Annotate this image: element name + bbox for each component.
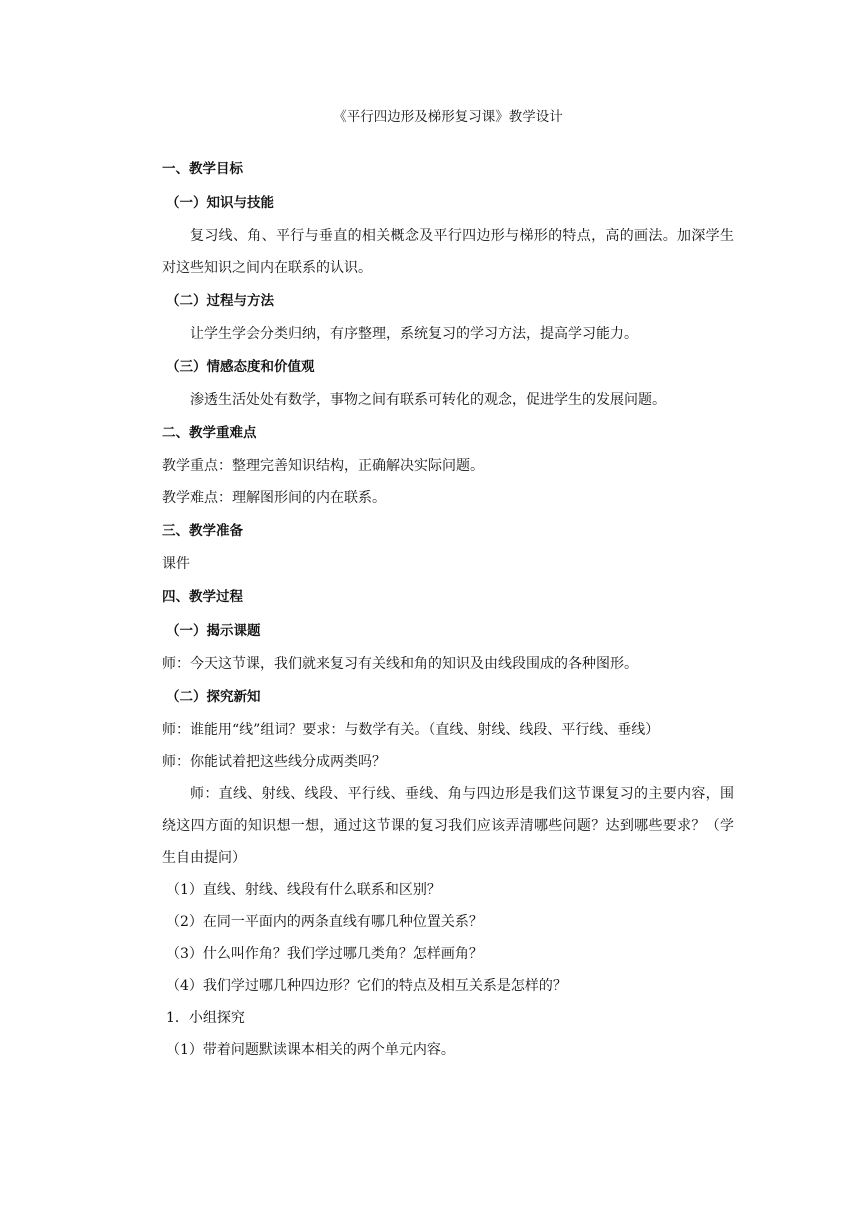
subsection-heading-process: （二）过程与方法 — [166, 293, 274, 309]
list-item-group-explore: 1．小组探究 — [166, 1010, 245, 1026]
paragraph-teacher-question-3: 师：直线、射线、线段、平行线、垂线、角与四边形是我们这节课复习的主要内容，围绕这四方面的知识想一想，通过这节课的复习我们应该弄清哪些问题？达到哪些要求？（学生自由提问） — [162, 786, 734, 866]
paragraph-teacher-question-1: 师：谁能用“线”组词？要求：与数学有关。（直线、射线、线段、平行线、垂线） — [162, 722, 660, 738]
list-item-question-3: （3）什么叫作角？我们学过哪几类角？怎样画角？ — [166, 946, 483, 962]
paragraph-process: 让学生学会分类归纳，有序整理，系统复习的学习方法，提高学习能力。 — [190, 326, 638, 342]
section-heading-key-points: 二、教学重难点 — [162, 425, 257, 441]
section-heading-process: 四、教学过程 — [162, 589, 243, 605]
paragraph-key-point: 教学重点：整理完善知识结构，正确解决实际问题。 — [162, 458, 484, 474]
list-item-question-2: （2）在同一平面内的两条直线有哪几种位置关系？ — [166, 914, 483, 930]
paragraph-teacher-intro: 师：今天这节课，我们就来复习有关线和角的知识及由线段围成的各种图形。 — [162, 656, 638, 672]
paragraph-teacher-question-2: 师：你能试着把这些线分成两类吗？ — [162, 754, 386, 770]
list-item-read-textbook: （1）带着问题默读课本相关的两个单元内容。 — [166, 1042, 455, 1058]
paragraph-difficult-point: 教学难点：理解图形间的内在联系。 — [162, 490, 386, 506]
subsection-heading-attitude: （三）情感态度和价值观 — [166, 359, 315, 375]
section-heading-objectives: 一、教学目标 — [162, 161, 243, 177]
paragraph-attitude: 渗透生活处处有数学，事物之间有联系可转化的观念，促进学生的发展问题。 — [190, 392, 666, 408]
subsection-heading-reveal-topic: （一）揭示课题 — [166, 623, 261, 639]
document-title: 《平行四边形及梯形复习课》教学设计 — [333, 109, 563, 125]
list-item-question-1: （1）直线、射线、线段有什么联系和区别？ — [166, 882, 441, 898]
document-body — [162, 104, 734, 1066]
section-heading-preparation: 三、教学准备 — [162, 523, 243, 539]
paragraph-knowledge: 复习线、角、平行与垂直的相关概念及平行四边形与梯形的特点，高的画法。加深学生对这些知识之间内在联系的认识。 — [162, 228, 734, 276]
paragraph-preparation: 课件 — [162, 556, 190, 572]
subsection-heading-explore: （二）探究新知 — [166, 689, 261, 705]
subsection-heading-knowledge: （一）知识与技能 — [166, 195, 274, 211]
list-item-question-4: （4）我们学过哪几种四边形？它们的特点及相互关系是怎样的？ — [166, 978, 567, 994]
